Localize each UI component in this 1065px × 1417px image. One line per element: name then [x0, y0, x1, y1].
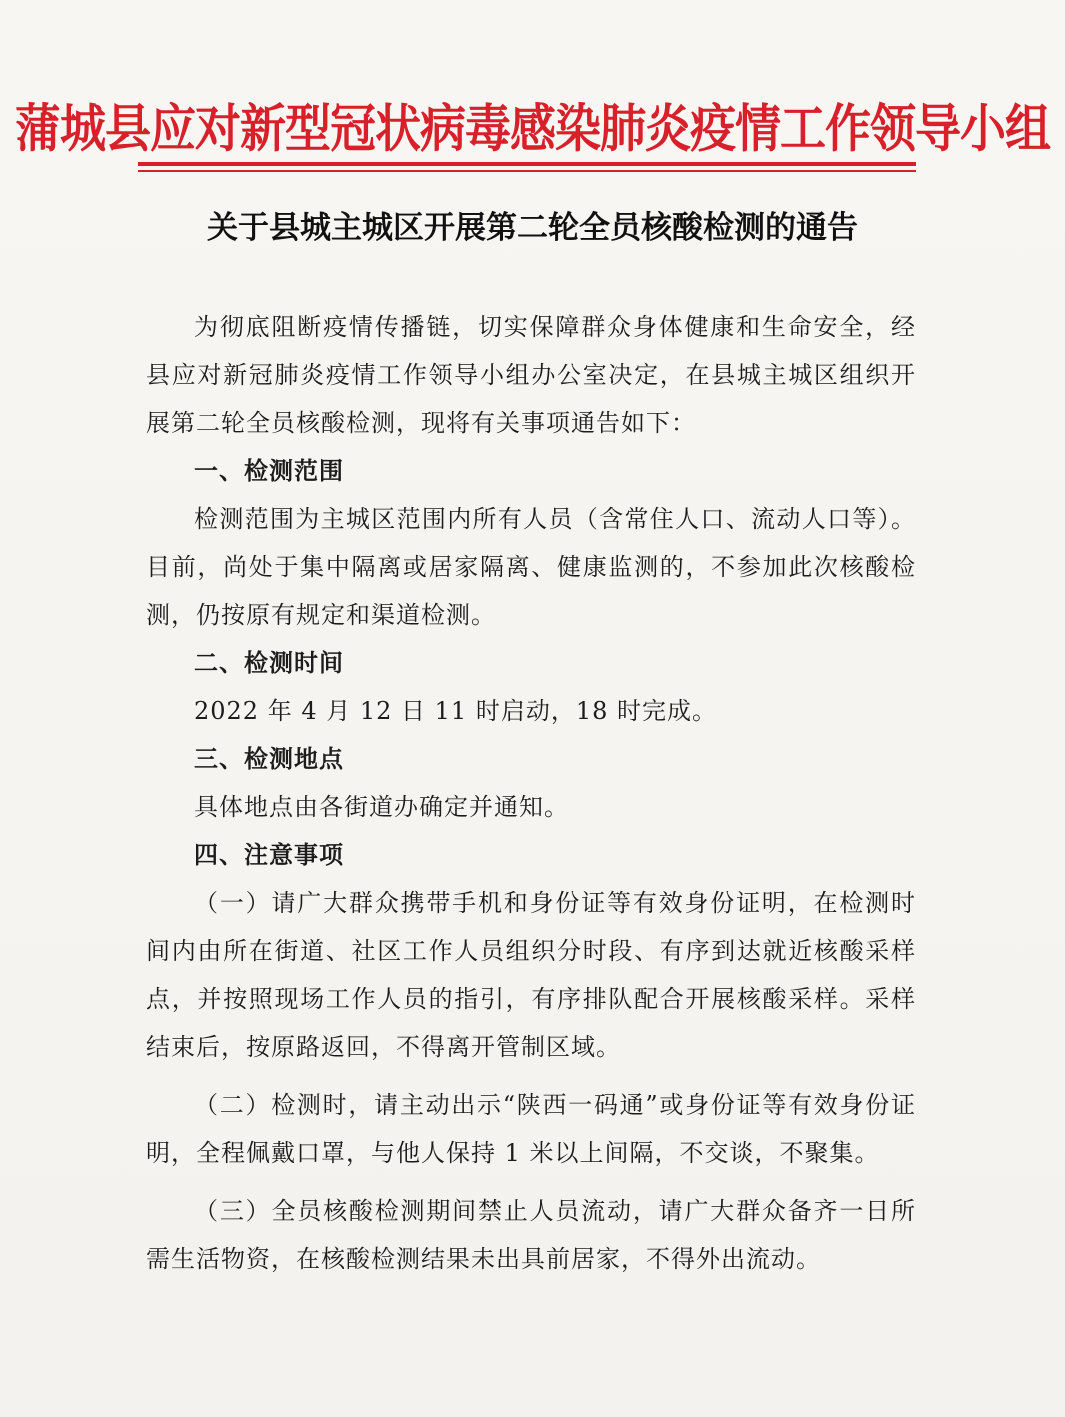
notice-body	[146, 303, 916, 1283]
section-text-time: 2022 年 4 月 12 日 11 时启动，18 时完成。	[194, 697, 717, 725]
section-heading-notes: 四、注意事项	[194, 841, 344, 869]
notes-item-3: （三）全员核酸检测期间禁止人员流动，请广大群众备齐一日所需生活物资，在核酸检测结果未出具前居家，不得外出流动。	[146, 1197, 916, 1273]
notice-title: 关于县城主城区开展第二轮全员核酸检测的通告	[207, 210, 858, 246]
intro-paragraph: 为彻底阻断疫情传播链，切实保障群众身体健康和生命安全，经县应对新冠肺炎疫情工作领导小组办公室决定，在县城主城区组织开展第二轮全员核酸检测，现将有关事项通告如下：	[146, 313, 916, 437]
issuing-organization-header: 蒲城县应对新型冠状病毒感染肺炎疫情工作领导小组	[15, 98, 1050, 159]
notes-item-1: （一）请广大群众携带手机和身份证等有效身份证明，在检测时间内由所在街道、社区工作人员组织分时段、有序到达就近核酸采样点，并按照现场工作人员的指引，有序排队配合开展核酸采样。采样结束后，按原路返回，不得离开管制区域。	[146, 889, 916, 1061]
section-heading-time: 二、检测时间	[194, 649, 344, 677]
section-text-scope: 检测范围为主城区范围内所有人员（含常住人口、流动人口等）。目前，尚处于集中隔离或居家隔离、健康监测的，不参加此次核酸检测，仍按原有规定和渠道检测。	[146, 505, 916, 629]
notes-item-2: （二）检测时，请主动出示“陕西一码通”或身份证等有效身份证明，全程佩戴口罩，与他人保持 1 米以上间隔，不交谈，不聚集。	[146, 1091, 916, 1167]
section-heading-location: 三、检测地点	[194, 745, 344, 773]
red-divider-thick	[138, 162, 916, 166]
section-heading-scope: 一、检测范围	[194, 457, 344, 485]
section-text-location: 具体地点由各街道办确定并通知。	[194, 793, 569, 821]
red-divider-thin	[138, 170, 916, 172]
